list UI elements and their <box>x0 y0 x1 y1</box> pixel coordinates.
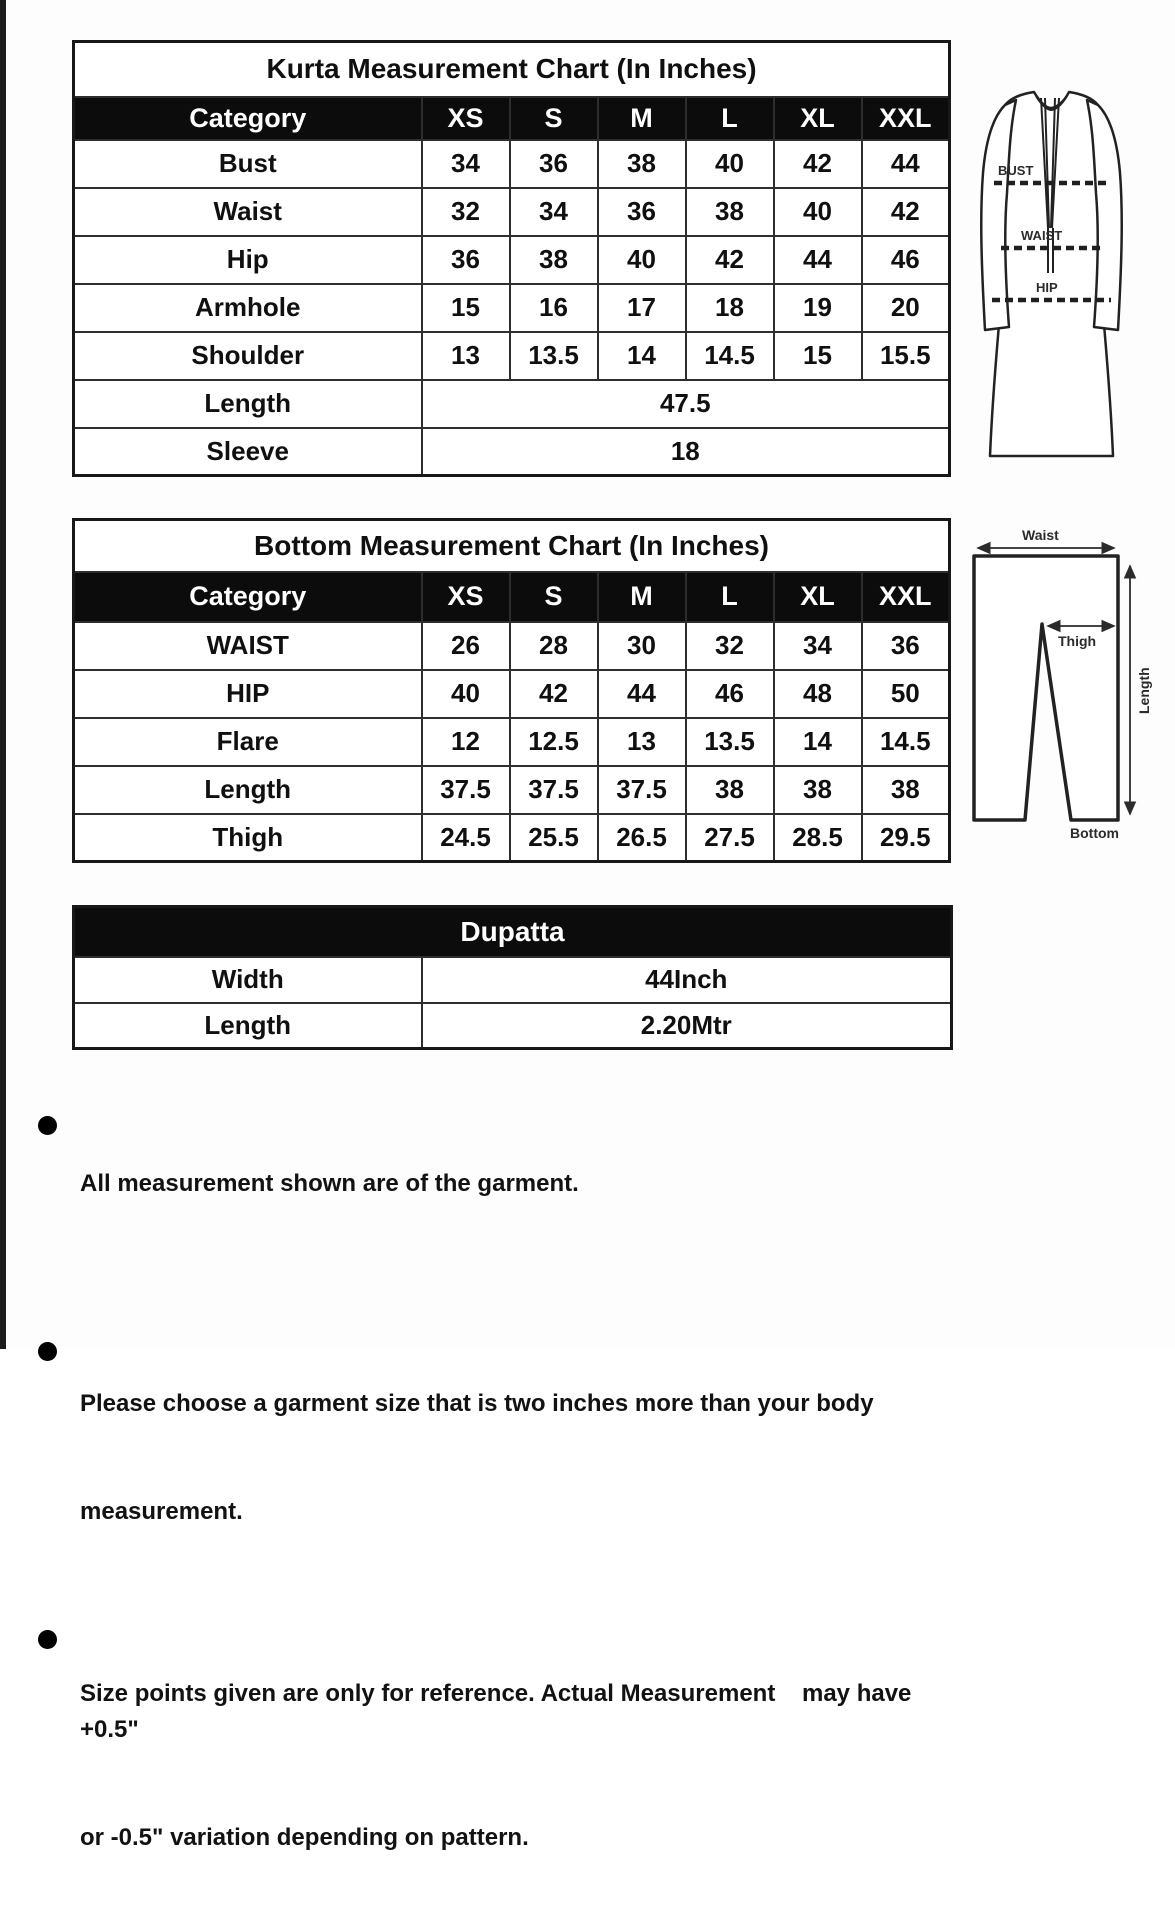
bullet-icon <box>38 1342 57 1361</box>
value-cell: 42 <box>774 140 862 188</box>
value-cell: 37.5 <box>422 766 510 814</box>
header-cell-s: S <box>510 97 598 140</box>
bottom-table-title: Bottom Measurement Chart (In Inches) <box>74 520 950 572</box>
pants-bottom-label: Bottom <box>1070 825 1119 841</box>
pants-outline <box>974 556 1118 820</box>
header-cell-xl: XL <box>774 97 862 140</box>
bottom-header-row <box>74 572 950 622</box>
value-cell: 40 <box>598 236 686 284</box>
note-item <box>38 1604 963 1928</box>
value-cell: 40 <box>422 670 510 718</box>
value-cell: 27.5 <box>686 814 774 862</box>
value-cell: 18 <box>686 284 774 332</box>
table-row <box>74 380 950 428</box>
bottom-table-title-row <box>74 520 950 572</box>
kurta-table-title: Kurta Measurement Chart (In Inches) <box>74 42 950 97</box>
kurta-header-row <box>74 97 950 140</box>
table-row <box>74 284 950 332</box>
category-cell: Waist <box>74 188 422 236</box>
value-cell: 15 <box>422 284 510 332</box>
note-line: Size points given are only for reference. Actual Measurement may have +0.5" <box>80 1680 919 1743</box>
category-cell: Width <box>74 957 422 1003</box>
value-cell: 36 <box>422 236 510 284</box>
value-cell: 37.5 <box>510 766 598 814</box>
note-text <box>80 1094 579 1274</box>
category-cell: Thigh <box>74 814 422 862</box>
notes-section <box>38 1094 963 1928</box>
table-row <box>74 766 950 814</box>
value-cell: 34 <box>422 140 510 188</box>
header-cell-xxl: XXL <box>862 97 950 140</box>
table-row <box>74 622 950 670</box>
value-cell: 42 <box>510 670 598 718</box>
left-border-line <box>0 0 6 1349</box>
header-cell-l: L <box>686 572 774 622</box>
header-cell-s: S <box>510 572 598 622</box>
value-cell: 38 <box>862 766 950 814</box>
note-item <box>38 1314 963 1602</box>
waist-label: WAIST <box>1021 228 1063 243</box>
table-row <box>74 236 950 284</box>
category-cell: Shoulder <box>74 332 422 380</box>
value-cell: 36 <box>510 140 598 188</box>
value-cell: 26.5 <box>598 814 686 862</box>
header-cell-xxl: XXL <box>862 572 950 622</box>
header-cell-xl: XL <box>774 572 862 622</box>
value-cell: 40 <box>686 140 774 188</box>
value-cell: 44 <box>774 236 862 284</box>
value-cell: 30 <box>598 622 686 670</box>
dupatta-title: Dupatta <box>74 907 952 957</box>
header-cell-l: L <box>686 97 774 140</box>
value-cell: 32 <box>686 622 774 670</box>
value-cell: 12.5 <box>510 718 598 766</box>
value-cell: 19 <box>774 284 862 332</box>
value-cell: 46 <box>862 236 950 284</box>
dupatta-header-row <box>74 907 952 957</box>
note-line: or -0.5" variation depending on pattern. <box>80 1824 529 1851</box>
value-cell: 36 <box>862 622 950 670</box>
category-cell: Length <box>74 1003 422 1049</box>
hip-label: HIP <box>1036 280 1058 295</box>
note-item <box>38 1094 963 1274</box>
value-cell: 38 <box>598 140 686 188</box>
header-cell-xs: XS <box>422 97 510 140</box>
note-line: measurement. <box>80 1498 243 1525</box>
value-cell: 24.5 <box>422 814 510 862</box>
category-cell: HIP <box>74 670 422 718</box>
value-cell: 13 <box>422 332 510 380</box>
value-cell: 50 <box>862 670 950 718</box>
value-cell: 20 <box>862 284 950 332</box>
value-cell: 42 <box>686 236 774 284</box>
value-cell: 42 <box>862 188 950 236</box>
value-cell: 28 <box>510 622 598 670</box>
bottom-measurement-table <box>72 518 951 863</box>
category-cell: Armhole <box>74 284 422 332</box>
value-cell: 26 <box>422 622 510 670</box>
category-cell: Length <box>74 766 422 814</box>
value-cell: 44 <box>598 670 686 718</box>
value-cell: 37.5 <box>598 766 686 814</box>
value-cell: 13 <box>598 718 686 766</box>
value-cell: 13.5 <box>510 332 598 380</box>
value-cell: 13.5 <box>686 718 774 766</box>
note-text <box>80 1314 874 1602</box>
category-cell: Sleeve <box>74 428 422 476</box>
bullet-icon <box>38 1630 57 1649</box>
value-cell: 34 <box>510 188 598 236</box>
value-cell: 36 <box>598 188 686 236</box>
value-cell: 46 <box>686 670 774 718</box>
bottom-illustration <box>950 526 1155 848</box>
value-cell: 12 <box>422 718 510 766</box>
table-row <box>74 814 950 862</box>
value-cell-merged: 47.5 <box>422 380 950 428</box>
value-cell: 40 <box>774 188 862 236</box>
category-cell: Bust <box>74 140 422 188</box>
pants-length-label: Length <box>1136 667 1152 714</box>
value-cell: 44 <box>862 140 950 188</box>
kurta-measurement-table <box>72 40 951 477</box>
value-cell: 28.5 <box>774 814 862 862</box>
note-line: Please choose a garment size that is two inches more than your body <box>80 1390 874 1417</box>
bullet-icon <box>38 1116 57 1135</box>
value-cell: 38 <box>686 766 774 814</box>
value-cell: 16 <box>510 284 598 332</box>
value-cell: 29.5 <box>862 814 950 862</box>
table-row <box>74 140 950 188</box>
table-row <box>74 718 950 766</box>
value-cell: 2.20Mtr <box>422 1003 952 1049</box>
value-cell: 38 <box>510 236 598 284</box>
category-cell: Length <box>74 380 422 428</box>
value-cell: 38 <box>774 766 862 814</box>
value-cell: 14 <box>598 332 686 380</box>
table-row <box>74 188 950 236</box>
value-cell: 44Inch <box>422 957 952 1003</box>
dupatta-table <box>72 905 953 1050</box>
header-cell-m: M <box>598 572 686 622</box>
value-cell: 25.5 <box>510 814 598 862</box>
value-cell: 34 <box>774 622 862 670</box>
value-cell: 15 <box>774 332 862 380</box>
value-cell: 17 <box>598 284 686 332</box>
category-cell: WAIST <box>74 622 422 670</box>
header-cell-xs: XS <box>422 572 510 622</box>
value-cell-merged: 18 <box>422 428 950 476</box>
category-cell: Flare <box>74 718 422 766</box>
value-cell: 48 <box>774 670 862 718</box>
pants-thigh-label: Thigh <box>1058 633 1097 649</box>
value-cell: 14.5 <box>686 332 774 380</box>
value-cell: 32 <box>422 188 510 236</box>
table-row <box>74 332 950 380</box>
table-row <box>74 1003 952 1049</box>
pants-waist-label: Waist <box>1022 527 1059 543</box>
note-text <box>80 1604 963 1928</box>
table-row <box>74 670 950 718</box>
value-cell: 38 <box>686 188 774 236</box>
value-cell: 15.5 <box>862 332 950 380</box>
kurta-table-title-row <box>74 42 950 97</box>
header-cell-category: Category <box>74 97 422 140</box>
category-cell: Hip <box>74 236 422 284</box>
note-line: All measurement shown are of the garment. <box>80 1170 579 1197</box>
table-row <box>74 428 950 476</box>
bust-label: BUST <box>998 163 1034 178</box>
value-cell: 14 <box>774 718 862 766</box>
table-row <box>74 957 952 1003</box>
header-cell-category: Category <box>74 572 422 622</box>
value-cell: 14.5 <box>862 718 950 766</box>
kurta-illustration <box>964 78 1142 470</box>
header-cell-m: M <box>598 97 686 140</box>
